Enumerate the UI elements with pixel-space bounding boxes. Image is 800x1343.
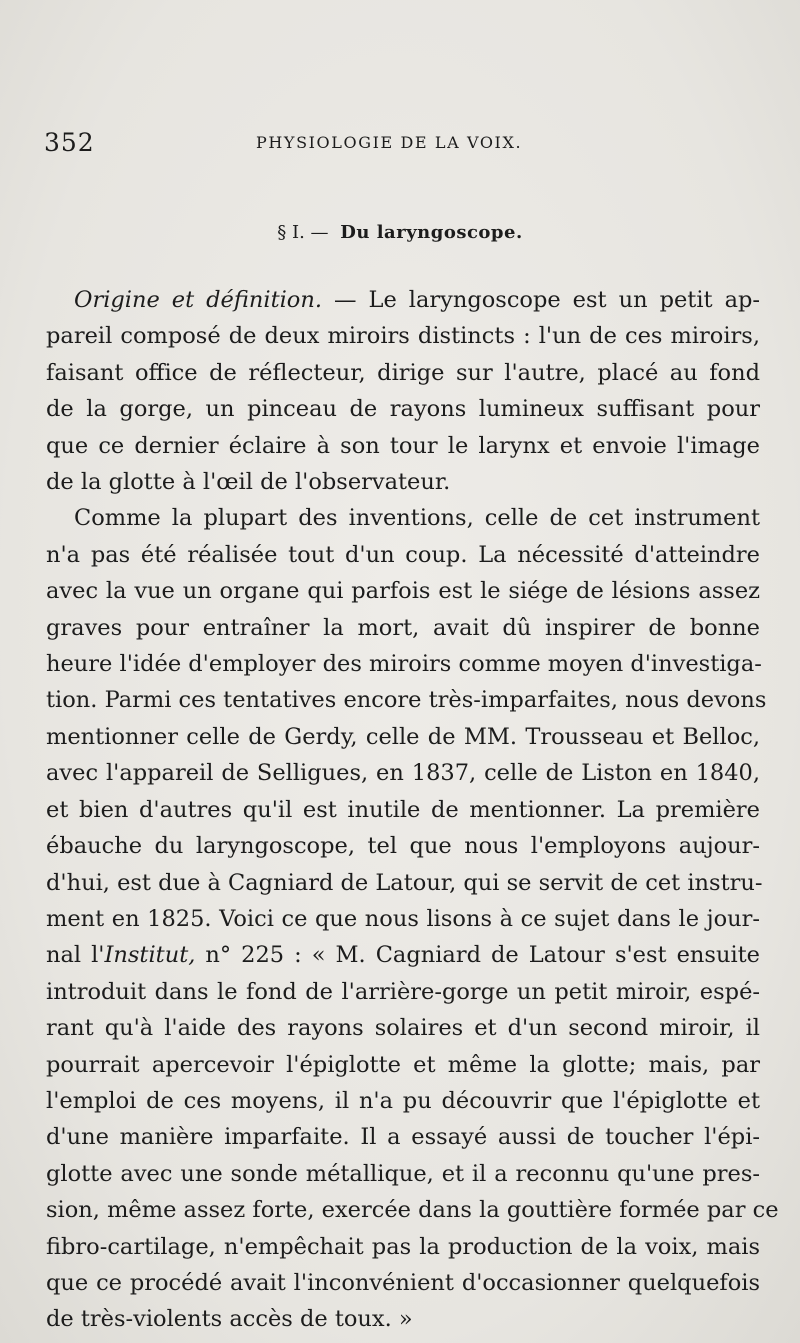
text-line: pourrait apercevoir l'épiglotte et même la glotte; mais, par: [46, 1051, 760, 1078]
running-head: PHYSIOLOGIE DE LA VOIX.: [256, 133, 523, 152]
paragraph-historique: [46, 500, 779, 1337]
text-line: d'une manière imparfaite. Il a essayé aussi de toucher l'épi-: [46, 1124, 760, 1151]
paragraph-intro: Origine et définition.: [74, 287, 322, 313]
body-text: [46, 282, 779, 1338]
text-line: et bien d'autres qu'il est inutile de mentionner. La première: [46, 796, 760, 823]
text-line: faisant office de réflecteur, dirige sur l'autre, placé au fond: [46, 359, 760, 386]
text-line: tion. Parmi ces tentatives encore très-imparfaites, nous devons: [46, 687, 767, 714]
section-title: Du laryngoscope.: [340, 222, 523, 243]
text-line: [46, 282, 760, 318]
text-line: glotte avec une sonde métallique, et il a reconnu qu'une pres-: [46, 1160, 760, 1187]
text-line: [46, 937, 760, 973]
text-line: que ce procédé avait l'inconvénient d'occasionner quelquefois: [46, 1269, 760, 1296]
text-line: ébauche du laryngoscope, tel que nous l'employons aujour-: [46, 833, 760, 860]
text-line: avec la vue un organe qui parfois est le siége de lésions assez: [46, 578, 760, 605]
page-header: [44, 128, 760, 162]
text-line: avec l'appareil de Selligues, en 1837, celle de Liston en 1840,: [46, 760, 760, 787]
text-line: de la gorge, un pinceau de rayons lumineux suffisant pour: [46, 396, 760, 423]
text-line: graves pour entraîner la mort, avait dû inspirer de bonne: [46, 614, 760, 641]
text-line: mentionner celle de Gerdy, celle de MM. Trousseau et Belloc,: [46, 723, 760, 750]
text-line: de la glotte à l'œil de l'observateur.: [46, 469, 451, 496]
text-line: Comme la plupart des inventions, celle de cet instrument: [74, 505, 760, 532]
text-line: sion, même assez forte, exercée dans la gouttière formée par ce: [46, 1197, 779, 1224]
text-line: heure l'idée d'employer des miroirs comme moyen d'investiga-: [46, 651, 762, 678]
text-line: pareil composé de deux miroirs distincts : l'un de ces miroirs,: [46, 323, 760, 350]
text-line-fragment: n° 225 : « M. Cagniard de Latour s'est ensuite: [195, 942, 760, 969]
text-line: l'emploi de ces moyens, il n'a pu découvrir que l'épiglotte et: [46, 1087, 760, 1114]
text-line: n'a pas été réalisée tout d'un coup. La nécessité d'atteindre: [46, 541, 760, 568]
text-line: d'hui, est due à Cagniard de Latour, qui se servit de cet instru-: [46, 869, 763, 896]
text-line: ment en 1825. Voici ce que nous lisons à ce sujet dans le jour-: [46, 905, 760, 932]
text-line: rant qu'à l'aide des rayons solaires et d'un second miroir, il: [46, 1015, 760, 1042]
section-number: § I. —: [277, 222, 329, 243]
page-number: 352: [44, 128, 95, 157]
text-line-fragment: nal l': [46, 942, 105, 969]
text-line-fragment: — Le laryngoscope est un petit ap-: [322, 287, 760, 313]
text-line: introduit dans le fond de l'arrière-gorge un petit miroir, espé-: [46, 978, 760, 1005]
text-line: fibro-cartilage, n'empêchait pas la production de la voix, mais: [46, 1233, 760, 1260]
paragraph-origine: [46, 282, 760, 500]
text-line: de très-violents accès de toux. »: [46, 1306, 413, 1333]
text-line: que ce dernier éclaire à son tour le larynx et envoie l'image: [46, 432, 760, 459]
section-heading: [0, 222, 800, 243]
journal-title: Institut,: [104, 942, 196, 969]
